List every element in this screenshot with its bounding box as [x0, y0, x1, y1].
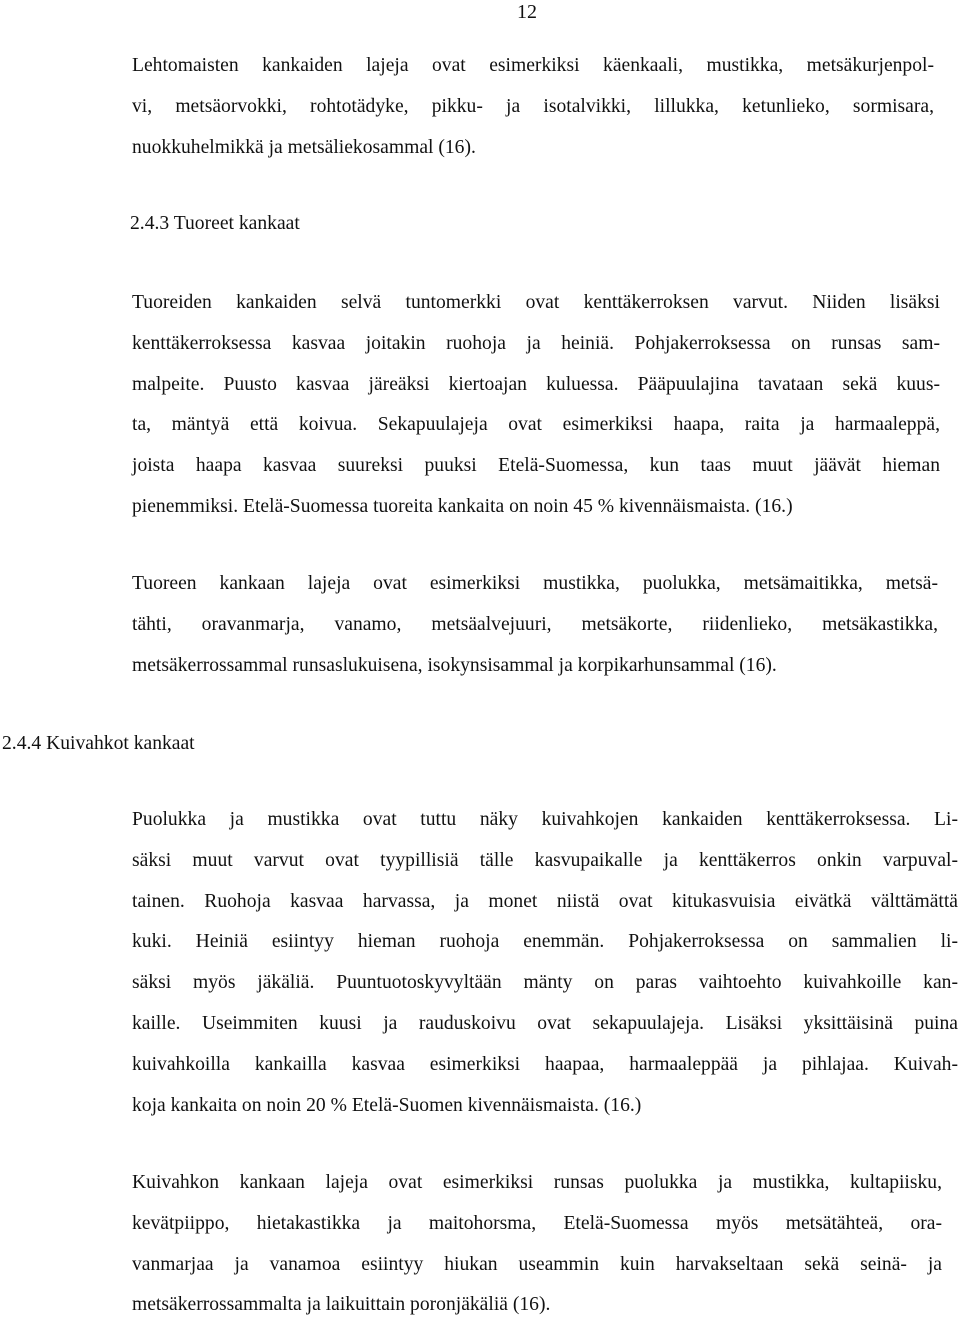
section-heading-2-4-4: 2.4.4 Kuivahkot kankaat: [2, 733, 195, 754]
text-line: malpeite. Puusto kasvaa järeäksi kiertoajan kuluessa. Pääpuulajina tavataan sekä kuus-: [132, 373, 940, 395]
text-line: tähti, oravanmarja, vanamo, metsäalvejuuri, metsäkorte, riidenlieko, metsäkastikka,: [132, 613, 938, 635]
text-line: tainen. Ruohoja kasvaa harvassa, ja monet niistä ovat kitukasvuisia eivätkä välttämättä: [132, 890, 958, 912]
text-line: pienemmiksi. Etelä-Suomessa tuoreita kankaita on noin 45 % kivennäismaista. (16.): [132, 495, 793, 517]
text-line: Kuivahkon kankaan lajeja ovat esimerkiksi runsas puolukka ja mustikka, kultapiisku,: [132, 1172, 942, 1193]
text-line: koja kankaita on noin 20 % Etelä-Suomen kivennäismaista. (16.): [132, 1094, 642, 1116]
paragraph-tuoreet-species: [132, 564, 938, 686]
paragraph-tuoreet-description: [132, 283, 940, 528]
section-heading-2-4-3: 2.4.3 Tuoreet kankaat: [130, 213, 300, 234]
text-line: Puolukka ja mustikka ovat tuttu näky kuivahkojen kankaiden kenttäkerroksessa. Li-: [132, 809, 958, 830]
text-line: Tuoreen kankaan lajeja ovat esimerkiksi mustikka, puolukka, metsämaitikka, metsä-: [132, 573, 938, 594]
text-line: Lehtomaisten kankaiden lajeja ovat esimerkiksi käenkaali, mustikka, metsäkurjenpol-: [132, 55, 934, 76]
text-line: kenttäkerroksessa kasvaa joitakin ruohoja ja heiniä. Pohjakerroksessa on runsas sam-: [132, 332, 940, 354]
text-line: kevätpiippo, hietakastikka ja maitohorsma, Etelä-Suomessa myös metsätähteä, ora-: [132, 1212, 942, 1234]
text-line: ta, mäntyä että koivua. Sekapuulajeja ovat esimerkiksi haapa, raita ja harmaaleppä,: [132, 414, 940, 436]
text-line: kuki. Heiniä esiintyy hieman ruohoja enemmän. Pohjakerroksessa on sammalien li-: [132, 931, 958, 953]
paragraph-kuivahkot-species: [132, 1163, 942, 1326]
text-line: säksi muut varvut ovat tyypillisiä tälle kasvupaikalle ja kenttäkerros onkin varpuval-: [132, 849, 958, 871]
text-line: vi, metsäorvokki, rohtotädyke, pikku- ja isotalvikki, lillukka, ketunlieko, sormisara,: [132, 95, 934, 117]
paragraph-lehtomaiset-species: [132, 46, 934, 168]
paragraph-kuivahkot-description: [132, 800, 958, 1126]
text-line: kaille. Useimmiten kuusi ja rauduskoivu ovat sekapuulajeja. Lisäksi yksittäisinä puina: [132, 1012, 958, 1034]
page-number: 12: [517, 1, 537, 23]
text-line: metsäkerrossammalta ja laikuittain poronjäkäliä (16).: [132, 1294, 551, 1316]
text-line: säksi myös jäkäliä. Puuntuotoskyvyltään mänty on paras vaihtoehto kuivahkoille kan-: [132, 972, 958, 994]
text-line: nuokkuhelmikkä ja metsäliekosammal (16).: [132, 136, 476, 158]
text-line: metsäkerrossammal runsaslukuisena, isokynsisammal ja korpikarhunsammal (16).: [132, 654, 777, 676]
text-line: vanmarjaa ja vanamoa esiintyy hiukan useammin kuin harvakseltaan sekä seinä- ja: [132, 1253, 942, 1275]
text-line: joista haapa kasvaa suureksi puuksi Etelä-Suomessa, kun taas muut jäävät hieman: [132, 455, 940, 477]
text-line: Tuoreiden kankaiden selvä tuntomerkki ovat kenttäkerroksen varvut. Niiden lisäksi: [132, 292, 940, 313]
text-line: kuivahkoilla kankailla kasvaa esimerkiksi haapaa, harmaaleppää ja pihlajaa. Kuivah-: [132, 1053, 958, 1075]
